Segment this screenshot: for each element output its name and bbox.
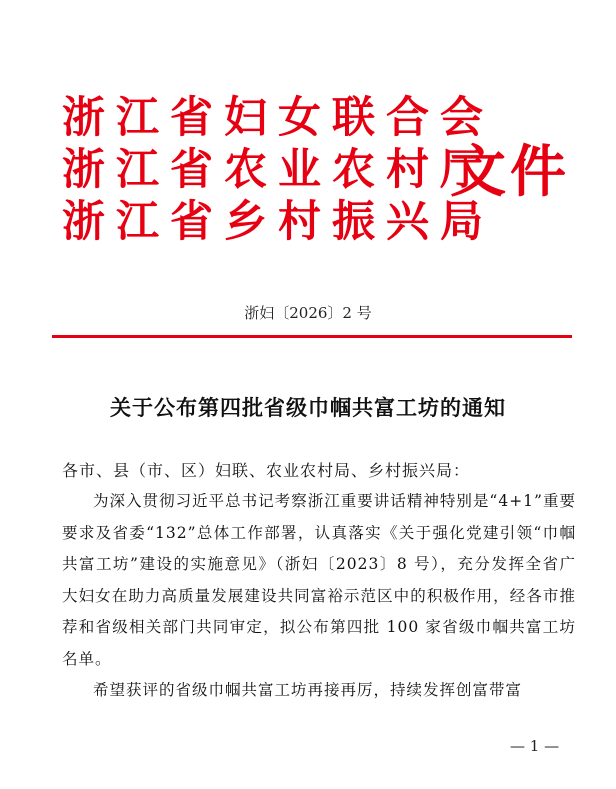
org-line-women-federation: 浙江省妇女联合会: [62, 93, 494, 143]
document-type-label: 文件: [450, 139, 570, 205]
addressee-line: 各市、县（市、区）妇联、农业农村局、乡村振兴局：: [62, 461, 471, 480]
document-number: 浙妇〔2026〕2 号: [244, 304, 372, 322]
red-divider-line: [52, 335, 572, 338]
document-title: 关于公布第四批省级巾帼共富工坊的通知: [110, 395, 506, 420]
issuing-organizations: [62, 92, 494, 248]
document-header: [52, 92, 572, 247]
body-paragraph-2: 希望获评的省级巾帼共富工坊再接再厉，持续发挥创富带富: [93, 681, 523, 699]
org-line-agriculture-department: 浙江省农业农村厅: [62, 145, 494, 195]
page-number: — 1 —: [510, 737, 560, 755]
org-line-rural-revitalization-bureau: 浙江省乡村振兴局: [62, 197, 494, 247]
document-body: [62, 455, 576, 707]
body-paragraph-1: 为深入贯彻习近平总书记考察浙江重要讲话精神特别是“4+1”重要要求及省委“132”总体工作部署，认真落实《关于强化党建引领“巾帼共富工坊”建设的实施意见》（浙妇〔2023〕8 号），充分发挥全省广大妇女在助力高质量发展建设共同富裕示范区中的积极作用，经各市推荐和省级相关部门共同审定，拟公布第四批 100 家省级巾帼共富工坊名单。: [62, 492, 576, 668]
